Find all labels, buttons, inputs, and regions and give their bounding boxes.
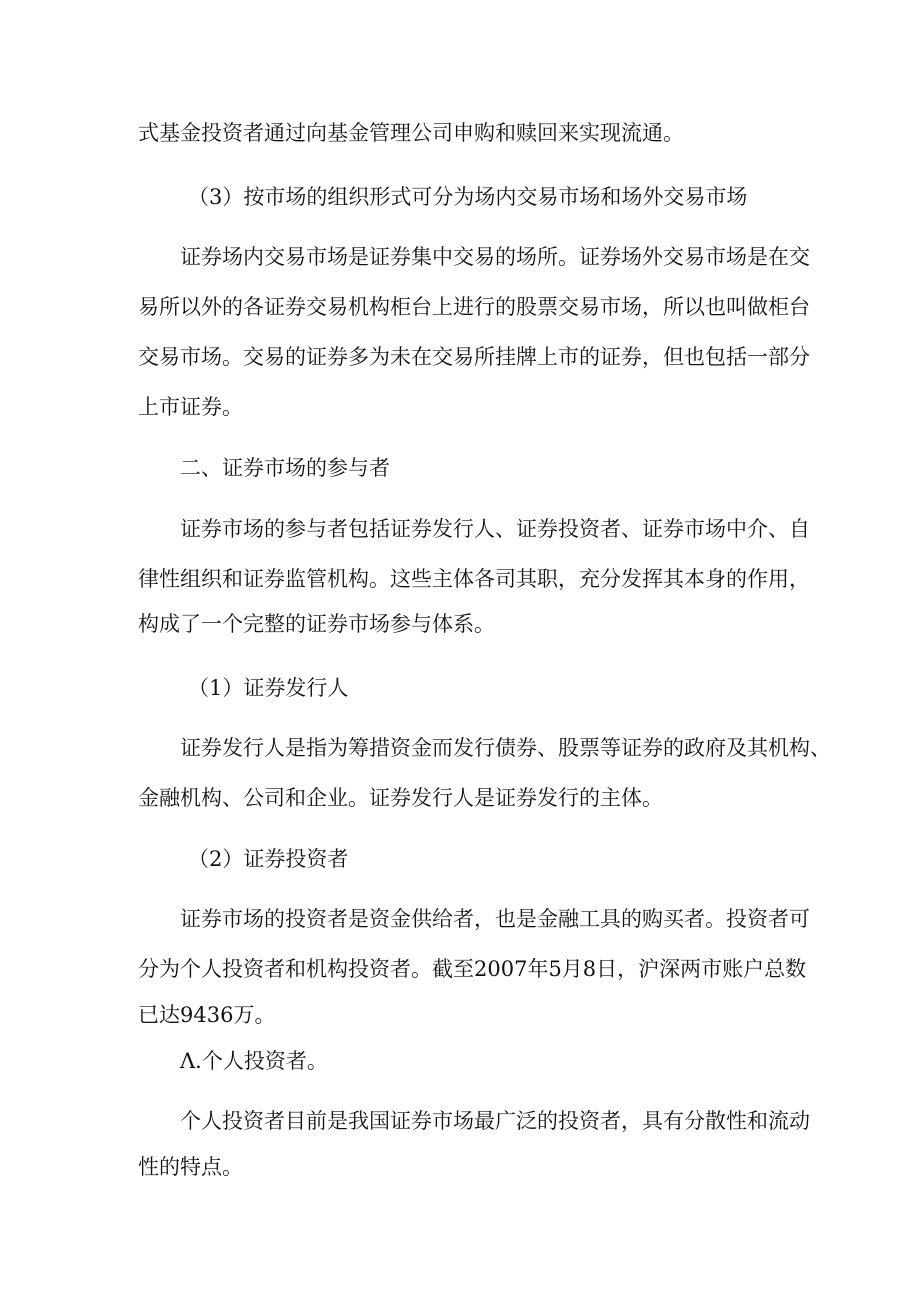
paragraph-line: 构成了一个完整的证券市场参与体系。 (138, 612, 495, 636)
paragraph-line: 证券发行人是指为筹措资金而发行债券、股票等证券的政府及其机构、 (180, 736, 831, 760)
section-heading: （3）按市场的组织形式可分为场内交易市场和场外交易市场 (188, 185, 748, 209)
paragraph-line: 证券场内交易市场是证券集中交易的场所。证券场外交易市场是在交 (180, 245, 810, 269)
section-heading: （1）证券发行人 (188, 676, 349, 700)
paragraph-line: 性的特点。 (138, 1155, 243, 1179)
paragraph-line: 律性组织和证券监管机构。这些主体各司其职，充分发挥其本身的作用， (138, 567, 810, 591)
paragraph-line: 式基金投资者通过向基金管理公司申购和赎回来实现流通。 (138, 121, 684, 145)
paragraph-line: 证券市场的参与者包括证券发行人、证券投资者、证券市场中介、自 (180, 517, 810, 541)
section-heading: （2）证券投资者 (188, 847, 349, 871)
paragraph-line: 交易市场。交易的证券多为未在交易所挂牌上市的证券，但也包括一部分 (138, 345, 810, 369)
paragraph-line: 个人投资者目前是我国证券市场最广泛的投资者，具有分散性和流动 (180, 1109, 810, 1133)
section-heading: 二、证券市场的参与者 (180, 456, 390, 480)
paragraph-line: 证券市场的投资者是资金供给者，也是金融工具的购买者。投资者可 (180, 907, 810, 931)
paragraph-line: 分为个人投资者和机构投资者。截至2007年5月8日，沪深两市账户总数 (138, 957, 807, 981)
paragraph-line: 已达9436万。 (138, 1003, 276, 1027)
paragraph-line: 易所以外的各证券交易机构柜台上进行的股票交易市场，所以也叫做柜台 (138, 295, 810, 319)
paragraph-line: 上市证券。 (138, 395, 243, 419)
section-heading: Λ.个人投资者。 (180, 1049, 328, 1073)
paragraph-line: 金融机构、公司和企业。证券发行人是证券发行的主体。 (138, 786, 663, 810)
